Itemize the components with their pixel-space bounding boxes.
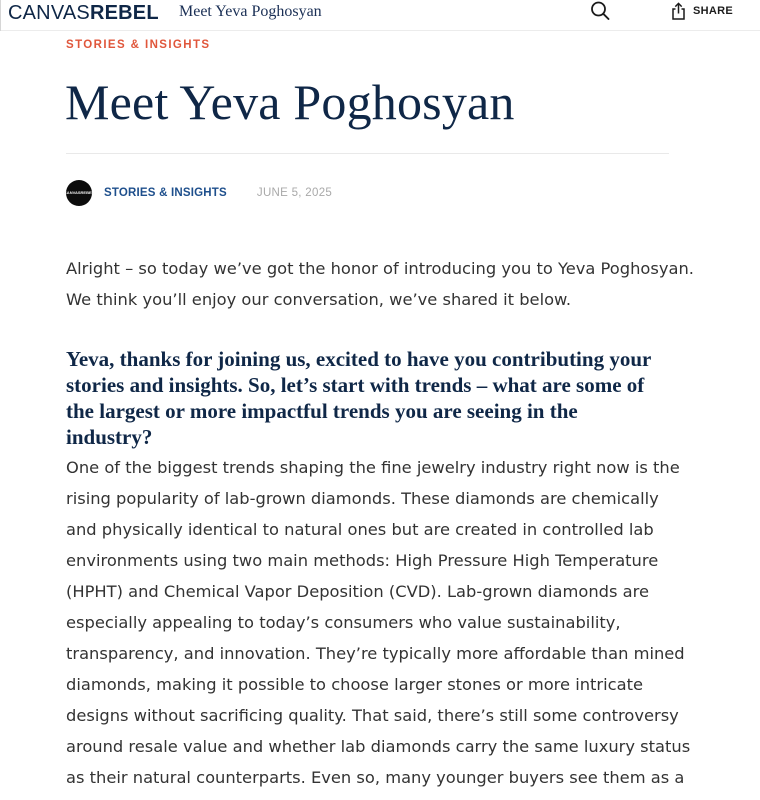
answer-line: especially appealing to today’s consumers who value sustainability, — [66, 613, 621, 632]
article-meta — [63, 179, 333, 206]
window-edge — [0, 0, 1, 31]
share-icon — [671, 2, 686, 20]
intro-line: Alright – so today we’ve got the honor of introducing you to Yeva Poghosyan. — [66, 259, 694, 278]
page-title: Meet Yeva Poghosyan — [65, 74, 515, 130]
interview-question — [66, 346, 676, 450]
answer-line: designs without sacrificing quality. That said, there’s still some controversy — [66, 706, 679, 725]
answer-line: around resale value and whether lab diamonds carry the same luxury status — [66, 737, 691, 756]
brand-logo[interactable] — [8, 2, 159, 24]
intro-line: We think you’ll enjoy our conversation, we’ve shared it below. — [66, 290, 572, 309]
share-label: SHARE — [693, 5, 734, 17]
brand-logo-bold: REBEL — [89, 2, 159, 24]
meta-category-link[interactable]: STORIES & INSIGHTS — [104, 186, 227, 199]
search-icon — [589, 0, 611, 22]
publish-date: JUNE 5, 2025 — [256, 186, 333, 199]
answer-line: One of the biggest trends shaping the fine jewelry industry right now is the — [66, 458, 680, 477]
brand-logo-light: CANVAS — [8, 2, 90, 24]
intro-paragraph — [66, 253, 694, 315]
answer-line: (HPHT) and Chemical Vapor Deposition (CVD). Lab-grown diamonds are — [66, 582, 649, 601]
question-line: the largest or more impactful trends you are seeing in the — [66, 399, 578, 423]
answer-line: diamonds, making it possible to choose larger stones or more intricate — [66, 675, 643, 694]
interview-answer — [66, 452, 691, 793]
answer-line: as their natural counterparts. Even so, many younger buyers see them as a — [66, 768, 685, 787]
category-kicker[interactable]: STORIES & INSIGHTS — [66, 39, 211, 51]
avatar[interactable] — [63, 180, 95, 206]
answer-line: and physically identical to natural ones but are created in controlled lab — [66, 520, 654, 539]
question-line: stories and insights. So, let’s start with trends – what are some of — [66, 373, 645, 397]
share-button[interactable] — [671, 1, 733, 21]
question-line: Yeva, thanks for joining us, excited to have you contributing your — [66, 347, 652, 371]
header-article-title: Meet Yeva Poghosyan — [179, 3, 322, 20]
answer-line: environments using two main methods: High Pressure High Temperature — [66, 551, 659, 570]
avatar-logo-text: CANVASREBEL — [63, 190, 95, 195]
answer-line: rising popularity of lab-grown diamonds. These diamonds are chemically — [66, 489, 659, 508]
search-button[interactable] — [589, 0, 611, 22]
top-bar — [0, 0, 760, 31]
question-line: industry? — [66, 425, 153, 449]
title-divider — [66, 153, 669, 154]
answer-line: transparency, and innovation. They’re typically more affordable than mined — [66, 644, 685, 663]
